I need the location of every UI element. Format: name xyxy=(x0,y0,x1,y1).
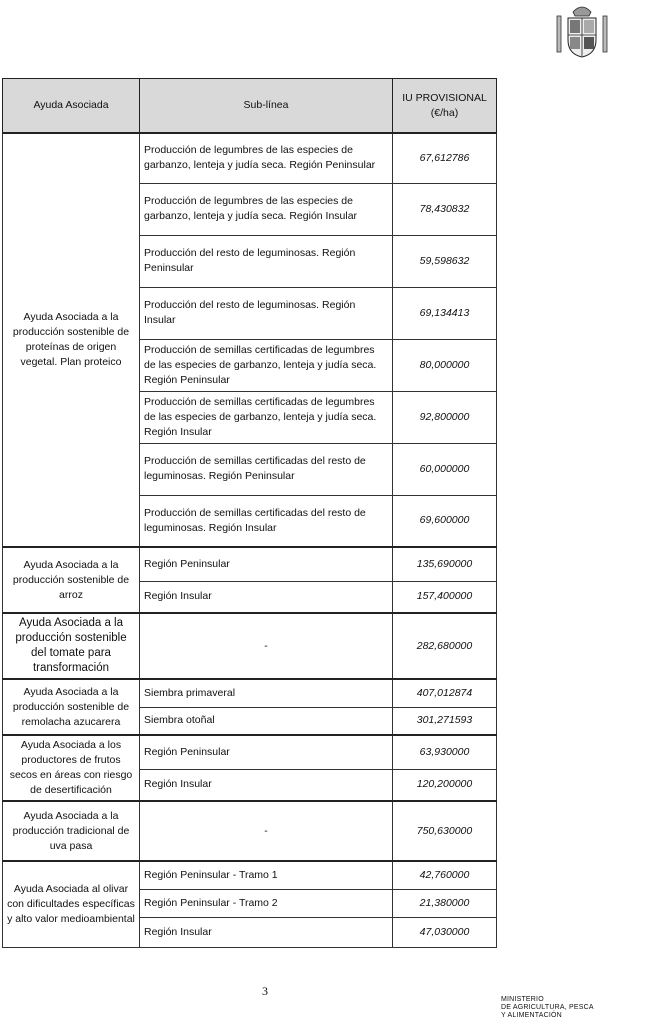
ayuda-cell: Ayuda Asociada a los productores de frutos secos en áreas con riesgo de desertificación xyxy=(3,735,140,801)
value-cell: 92,800000 xyxy=(393,391,497,443)
header-ayuda: Ayuda Asociada xyxy=(3,79,140,134)
sublinea-cell: Región Insular xyxy=(140,917,393,947)
value-cell: 750,630000 xyxy=(393,801,497,861)
value-cell: 69,134413 xyxy=(393,287,497,339)
value-cell: 282,680000 xyxy=(393,613,497,679)
sublinea-cell: Región Peninsular xyxy=(140,547,393,581)
sublinea-cell: Producción de legumbres de las especies de garbanzo, lenteja y judía seca. Región Insular xyxy=(140,183,393,235)
table-row xyxy=(3,679,497,707)
value-cell: 60,000000 xyxy=(393,443,497,495)
header-sublinea: Sub-línea xyxy=(140,79,393,134)
value-cell: 120,200000 xyxy=(393,769,497,801)
sublinea-cell: Región Insular xyxy=(140,769,393,801)
sublinea-cell: Producción del resto de leguminosas. Región Insular xyxy=(140,287,393,339)
ayuda-cell: Ayuda Asociada a la producción sostenible de proteínas de origen vegetal. Plan proteico xyxy=(3,133,140,547)
value-cell: 407,012874 xyxy=(393,679,497,707)
ministry-label: MINISTERIO DE AGRICULTURA, PESCA Y ALIMENTACIÓN xyxy=(501,996,594,1019)
value-cell: 21,380000 xyxy=(393,889,497,917)
sublinea-cell: Producción de semillas certificadas del resto de leguminosas. Región Peninsular xyxy=(140,443,393,495)
table-row xyxy=(3,547,497,581)
table-header xyxy=(3,79,497,134)
sublinea-cell: Siembra otoñal xyxy=(140,707,393,735)
value-cell: 69,600000 xyxy=(393,495,497,547)
sublinea-cell: - xyxy=(140,801,393,861)
sublinea-cell: Siembra primaveral xyxy=(140,679,393,707)
value-cell: 63,930000 xyxy=(393,735,497,769)
value-cell: 157,400000 xyxy=(393,581,497,613)
sublinea-cell: Producción de legumbres de las especies de garbanzo, lenteja y judía seca. Región Peninsular xyxy=(140,133,393,183)
table-row xyxy=(3,801,497,861)
value-cell: 59,598632 xyxy=(393,235,497,287)
sublinea-cell: Producción del resto de leguminosas. Región Peninsular xyxy=(140,235,393,287)
ayuda-cell: Ayuda Asociada a la producción tradicional de uva pasa xyxy=(3,801,140,861)
ayuda-cell: Ayuda Asociada a la producción sostenible del tomate para transformación xyxy=(3,613,140,679)
value-cell: 42,760000 xyxy=(393,861,497,889)
value-cell: 135,690000 xyxy=(393,547,497,581)
sublinea-cell: Región Peninsular - Tramo 2 xyxy=(140,889,393,917)
coat-of-arms-icon xyxy=(553,2,611,60)
sublinea-cell: Región Peninsular - Tramo 1 xyxy=(140,861,393,889)
value-cell: 67,612786 xyxy=(393,133,497,183)
sublinea-cell: - xyxy=(140,613,393,679)
value-cell: 80,000000 xyxy=(393,339,497,391)
sublinea-cell: Producción de semillas certificadas de legumbres de las especies de garbanzo, lenteja y judía seca. Región Insular xyxy=(140,391,393,443)
value-cell: 301,271593 xyxy=(393,707,497,735)
ayuda-cell: Ayuda Asociada a la producción sostenible de arroz xyxy=(3,547,140,613)
table-row xyxy=(3,861,497,889)
value-cell: 78,430832 xyxy=(393,183,497,235)
aid-table xyxy=(2,78,497,948)
page-number: 3 xyxy=(262,984,268,998)
value-cell: 47,030000 xyxy=(393,917,497,947)
table-row xyxy=(3,133,497,183)
table-row xyxy=(3,613,497,679)
ayuda-cell: Ayuda Asociada al olivar con dificultades específicas y alto valor medioambiental xyxy=(3,861,140,947)
sublinea-cell: Producción de semillas certificadas del resto de leguminosas. Región Insular xyxy=(140,495,393,547)
header-iu: IU PROVISIONAL (€/ha) xyxy=(393,79,497,134)
table-row xyxy=(3,735,497,769)
ayuda-cell: Ayuda Asociada a la producción sostenible de remolacha azucarera xyxy=(3,679,140,735)
sublinea-cell: Región Insular xyxy=(140,581,393,613)
sublinea-cell: Producción de semillas certificadas de legumbres de las especies de garbanzo, lenteja y judía seca. Región Peninsular xyxy=(140,339,393,391)
sublinea-cell: Región Peninsular xyxy=(140,735,393,769)
